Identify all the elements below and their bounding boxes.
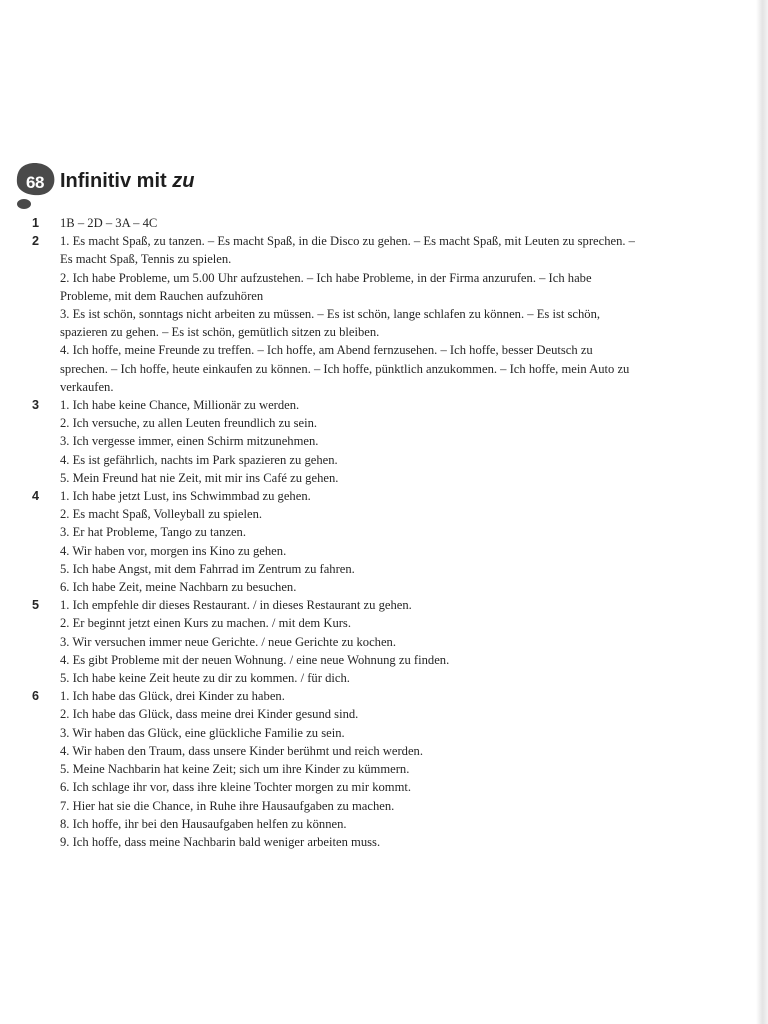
exercise-block: [32, 487, 722, 596]
answer-line: 3. Ich vergesse immer, einen Schirm mitzunehmen.: [60, 434, 319, 449]
answer-line: 8. Ich hoffe, ihr bei den Hausaufgaben helfen zu können.: [60, 816, 347, 831]
answer-line: 6. Ich schlage ihr vor, dass ihre kleine Tochter morgen zu mir kommt.: [60, 780, 412, 795]
answer-line: 3. Wir haben das Glück, eine glückliche Familie zu sein.: [60, 725, 345, 740]
answer-line: 2. Ich habe Probleme, um 5.00 Uhr aufzustehen. – Ich habe Probleme, in der Firma anzurufen. – Ich habe: [60, 270, 592, 285]
title-main: Infinitiv mit: [60, 170, 173, 192]
exercise-block: [32, 396, 722, 487]
answer-line: sprechen. – Ich hoffe, heute einkaufen zu können. – Ich hoffe, pünktlich anzukommen. – Ich hoffe, mein Auto zu: [60, 361, 630, 376]
answer-line: 4. Wir haben vor, morgen ins Kino zu gehen.: [60, 543, 287, 558]
exercise-number: 6: [32, 689, 40, 704]
answer-line: 2. Ich versuche, zu allen Leuten freundlich zu sein.: [60, 416, 318, 431]
exercise-block: [32, 232, 722, 396]
page-edge-shadow: [756, 0, 768, 1024]
answer-line: 2. Er beginnt jetzt einen Kurs zu machen. / mit dem Kurs.: [60, 616, 351, 631]
exercise-number: 4: [32, 489, 40, 504]
answer-line: 9. Ich hoffe, dass meine Nachbarin bald weniger arbeiten muss.: [60, 834, 381, 849]
title-emphasis: zu: [172, 170, 195, 192]
answer-line: Es macht Spaß, Tennis zu spielen.: [60, 252, 232, 267]
chapter-badge: [14, 162, 56, 212]
answer-line: verkaufen.: [60, 379, 114, 394]
answer-line: 1. Ich empfehle dir dieses Restaurant. / in dieses Restaurant zu gehen.: [60, 598, 412, 613]
exercise-number: 1: [32, 216, 40, 230]
answer-line: 2. Es macht Spaß, Volleyball zu spielen.: [60, 507, 263, 522]
answer-line: 6. Ich habe Zeit, meine Nachbarn zu besuchen.: [60, 580, 297, 595]
answer-key: [32, 214, 722, 851]
exercise-number: 3: [32, 398, 40, 413]
answer-line: 4. Ich hoffe, meine Freunde zu treffen. – Ich hoffe, am Abend fernzusehen. – Ich hoffe, besser Deutsch zu: [60, 343, 593, 358]
answer-line: Probleme, mit dem Rauchen aufzuhören: [60, 288, 264, 303]
answer-line: spazieren zu gehen. – Es ist schön, gemütlich sitzen zu bleiben.: [60, 325, 380, 340]
answer-line: 1. Es macht Spaß, zu tanzen. – Es macht Spaß, in die Disco zu gehen. – Es macht Spaß, mit Leuten zu sprechen. –: [60, 234, 635, 249]
answer-line: 3. Wir versuchen immer neue Gerichte. / neue Gerichte zu kochen.: [60, 634, 397, 649]
page-title: [60, 170, 194, 193]
answer-line: 5. Ich habe keine Zeit heute zu dir zu kommen. / für dich.: [60, 671, 350, 686]
answer-line: 5. Meine Nachbarin hat keine Zeit; sich um ihre Kinder zu kümmern.: [60, 762, 410, 777]
section-header: [14, 162, 414, 212]
chapter-number: 68: [26, 173, 44, 192]
answer-line: 4. Wir haben den Traum, dass unsere Kinder berühmt und reich werden.: [60, 743, 423, 758]
answer-line: 3. Es ist schön, sonntags nicht arbeiten zu müssen. – Es ist schön, lange schlafen zu können. – Es ist schön,: [60, 307, 601, 322]
answer-line: 1B – 2D – 3A – 4C: [60, 216, 158, 230]
answer-line: 4. Es gibt Probleme mit der neuen Wohnung. / eine neue Wohnung zu finden.: [60, 652, 450, 667]
answer-line: 3. Er hat Probleme, Tango zu tanzen.: [60, 525, 246, 540]
answer-line: 5. Mein Freund hat nie Zeit, mit mir ins Café zu gehen.: [60, 470, 339, 485]
answer-line: 1. Ich habe das Glück, drei Kinder zu haben.: [60, 689, 285, 704]
answer-line: 5. Ich habe Angst, mit dem Fahrrad im Zentrum zu fahren.: [60, 561, 355, 576]
exercise-block: [32, 596, 722, 687]
exercise-number: 2: [32, 234, 40, 249]
answer-line: 1. Ich habe jetzt Lust, ins Schwimmbad zu gehen.: [60, 489, 311, 504]
answer-line: 4. Es ist gefährlich, nachts im Park spazieren zu gehen.: [60, 452, 338, 467]
answer-line: 2. Ich habe das Glück, dass meine drei Kinder gesund sind.: [60, 707, 359, 722]
exercise-block: [32, 214, 722, 232]
answer-line: 7. Hier hat sie die Chance, in Ruhe ihre Hausaufgaben zu machen.: [60, 798, 395, 813]
exercise-number: 5: [32, 598, 40, 613]
exercise-block: [32, 687, 722, 851]
answer-line: 1. Ich habe keine Chance, Millionär zu werden.: [60, 398, 300, 413]
